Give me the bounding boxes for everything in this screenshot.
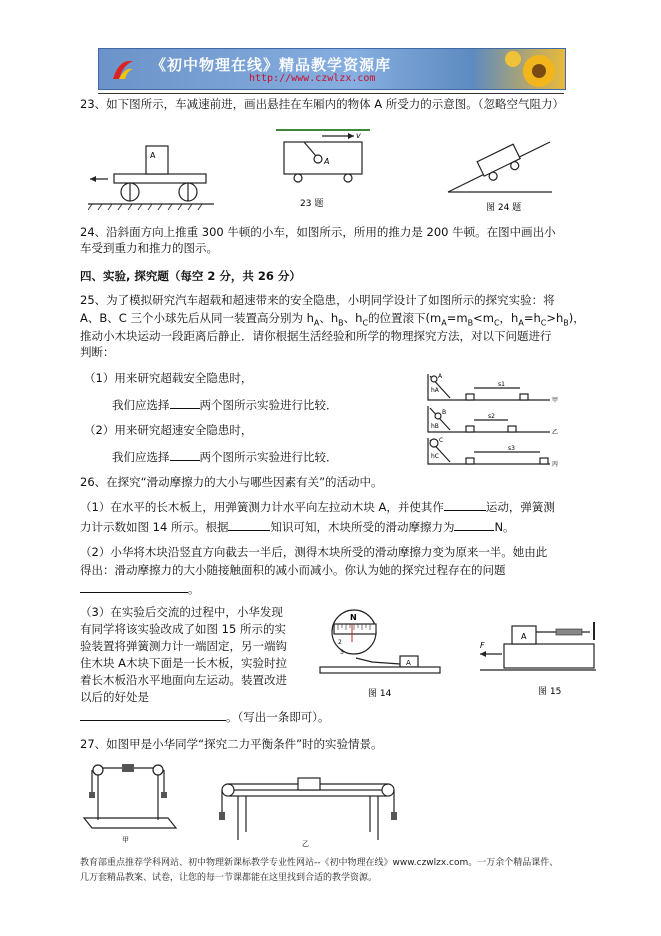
q26-p1-line1: （1）在水平的长木板上，用弹簧测力计水平向左拉动木块 A，并使其作 运动，弹簧测 xyxy=(80,500,555,514)
q25-ramp-figures xyxy=(424,372,562,468)
svg-text:N: N xyxy=(350,613,357,622)
fig15-caption: 图 15 xyxy=(538,687,562,697)
header-rule xyxy=(98,93,564,94)
site-logo-icon xyxy=(109,55,137,83)
q25-sub2-answer: 我们应选择 两个图所示实验进行比较． xyxy=(112,450,338,464)
q24-figure-incline xyxy=(444,128,556,214)
svg-text:2: 2 xyxy=(338,639,342,646)
q23-velocity-label: v xyxy=(356,131,361,140)
q25-blank-2[interactable] xyxy=(170,448,200,461)
svg-text:s2: s2 xyxy=(488,413,495,420)
q25-line2: A、B、C 三个小球先后从同一装置高分别为 $h_A$、$h_B$、$h_C$的位置滚下($m_A=m_B<m_C$，$h_A=h_C>h_B$)， xyxy=(80,311,585,328)
ramp-jia xyxy=(428,373,558,404)
fig14-caption: 图 14 xyxy=(368,689,392,699)
q26-blank-knowledge[interactable] xyxy=(228,518,270,531)
q26-blank-motion[interactable] xyxy=(444,498,486,511)
q24-caption: 图 24 题 xyxy=(486,203,522,213)
banner-url: http://www.czwlzx.com xyxy=(249,73,376,84)
q26-p3-answer: 。（写出一条即可）。 xyxy=(80,708,330,725)
q25-sub1-answer: 我们应选择 两个图所示实验进行比较． xyxy=(112,398,338,412)
ramp-bing xyxy=(428,437,558,468)
svg-text:s1: s1 xyxy=(498,381,505,388)
q25-blank-1[interactable] xyxy=(170,396,200,409)
q26-p3-l5: 着长木板沿水平地面向左运动。装置改进 xyxy=(80,673,287,687)
svg-text:C: C xyxy=(439,437,444,444)
q26-blank-benefit[interactable] xyxy=(80,708,226,721)
header-banner xyxy=(98,48,566,90)
q26-blank-problem[interactable] xyxy=(80,580,188,593)
svg-text:丙: 丙 xyxy=(552,461,559,468)
q26-p3-l1: （3）在实验后交流的过程中，小华发现 xyxy=(80,605,283,619)
fig15-fixed-scale xyxy=(476,616,600,702)
q23-text: 23、如下图所示，车减速前进，画出悬挂在车厢内的物体 A 所受力的示意图。（忽略空气阻力） xyxy=(80,97,565,111)
svg-text:s3: s3 xyxy=(508,445,515,452)
svg-text:乙: 乙 xyxy=(552,429,559,436)
q26-p2-line2: 得出：滑动摩擦力的大小随接触面积的减小而减小。你认为她的探究过程存在的问题 xyxy=(80,563,506,577)
q26-p2-line3: 。 xyxy=(80,580,200,597)
q26-p3-l3: 验装置将弹簧测力计一端固定，另一端钩 xyxy=(80,639,287,653)
q26-p2-line1: （2）小华将木块沿竖直方向截去一半后，测得木块所受的滑动摩擦力变为原来一半。她由此 xyxy=(80,545,548,559)
q23-figure-left xyxy=(88,136,218,214)
q25-sub2: （2）用来研究超速安全隐患时， xyxy=(84,423,253,437)
q23-figure-cart xyxy=(270,126,374,214)
section4-title: 四、实验, 探究题（每空 2 分，共 26 分） xyxy=(80,269,301,283)
q24-line1: 24、沿斜面方向上推重 300 牛顿的小车，如图所示，所用的推力是 200 牛顿。在图中画出小 xyxy=(80,225,556,239)
svg-text:A: A xyxy=(438,373,443,380)
svg-text:3: 3 xyxy=(340,649,344,656)
q23-object-label: A xyxy=(324,157,330,166)
q27-text: 27、如图甲是小华同学“探究二力平衡条件”时的实验情景。 xyxy=(80,737,383,751)
q25-line4: 判断： xyxy=(80,345,115,359)
svg-text:乙: 乙 xyxy=(302,840,309,848)
q27-figure-yi xyxy=(216,760,400,850)
banner-title: 《初中物理在线》精品教学资源库 xyxy=(151,56,392,74)
svg-text:A: A xyxy=(521,632,527,641)
svg-text:甲: 甲 xyxy=(122,836,129,844)
q27-figure-jia xyxy=(78,758,180,848)
q25-line1: 25、为了模拟研究汽车超载和超速带来的安全隐患，小明同学设计了如图所示的探究实验：将 xyxy=(80,293,555,307)
q25-sub1: （1）用来研究超载安全隐患时， xyxy=(84,371,253,385)
svg-text:hC: hC xyxy=(431,453,439,460)
q26-blank-force[interactable] xyxy=(454,518,494,531)
q23-caption: 23 题 xyxy=(300,199,324,209)
fig14-spring-scale xyxy=(316,606,444,702)
ramp-yi xyxy=(428,406,558,436)
q26-p3-l6: 以后的好处是 xyxy=(80,690,149,704)
sunflower-icon xyxy=(499,49,565,89)
footer-line2: 几万套精品教案、试卷，让您的每一节课都能在这里找到合适的教学资源。 xyxy=(80,873,378,883)
svg-text:F: F xyxy=(480,641,485,650)
q24-line2: 车受到重力和推力的图示。 xyxy=(80,241,218,255)
footer-line1: 教育部重点推荐学科网站、初中物理新课标教学专业性网站--《初中物理在线》www.czwlzx.com。一万余个精品课件、 xyxy=(80,858,559,868)
q26-p1-line2: 力计示数如图 14 所示。根据 知识可知，木块所受的滑动摩擦力为 N。 xyxy=(80,520,515,534)
svg-text:B: B xyxy=(442,409,447,416)
svg-text:A: A xyxy=(406,659,411,667)
q26-p3-l4: 住木块 A木块下面是一长木板，实验时拉 xyxy=(80,656,288,670)
q25-line3: 推动小木块运动一段距离后静止．请你根据生活经验和所学的物理探究方法，对以下问题进行 xyxy=(80,329,552,343)
q26-p3-l2: 有同学将该实验改成了如图 15 所示的实 xyxy=(80,622,286,636)
svg-text:hB: hB xyxy=(431,423,439,430)
svg-text:hA: hA xyxy=(431,387,439,394)
q23-block-label: A xyxy=(150,151,156,160)
svg-text:甲: 甲 xyxy=(552,397,559,404)
q26-intro: 26、在探究“滑动摩擦力的大小与哪些因素有关”的活动中。 xyxy=(80,475,383,489)
